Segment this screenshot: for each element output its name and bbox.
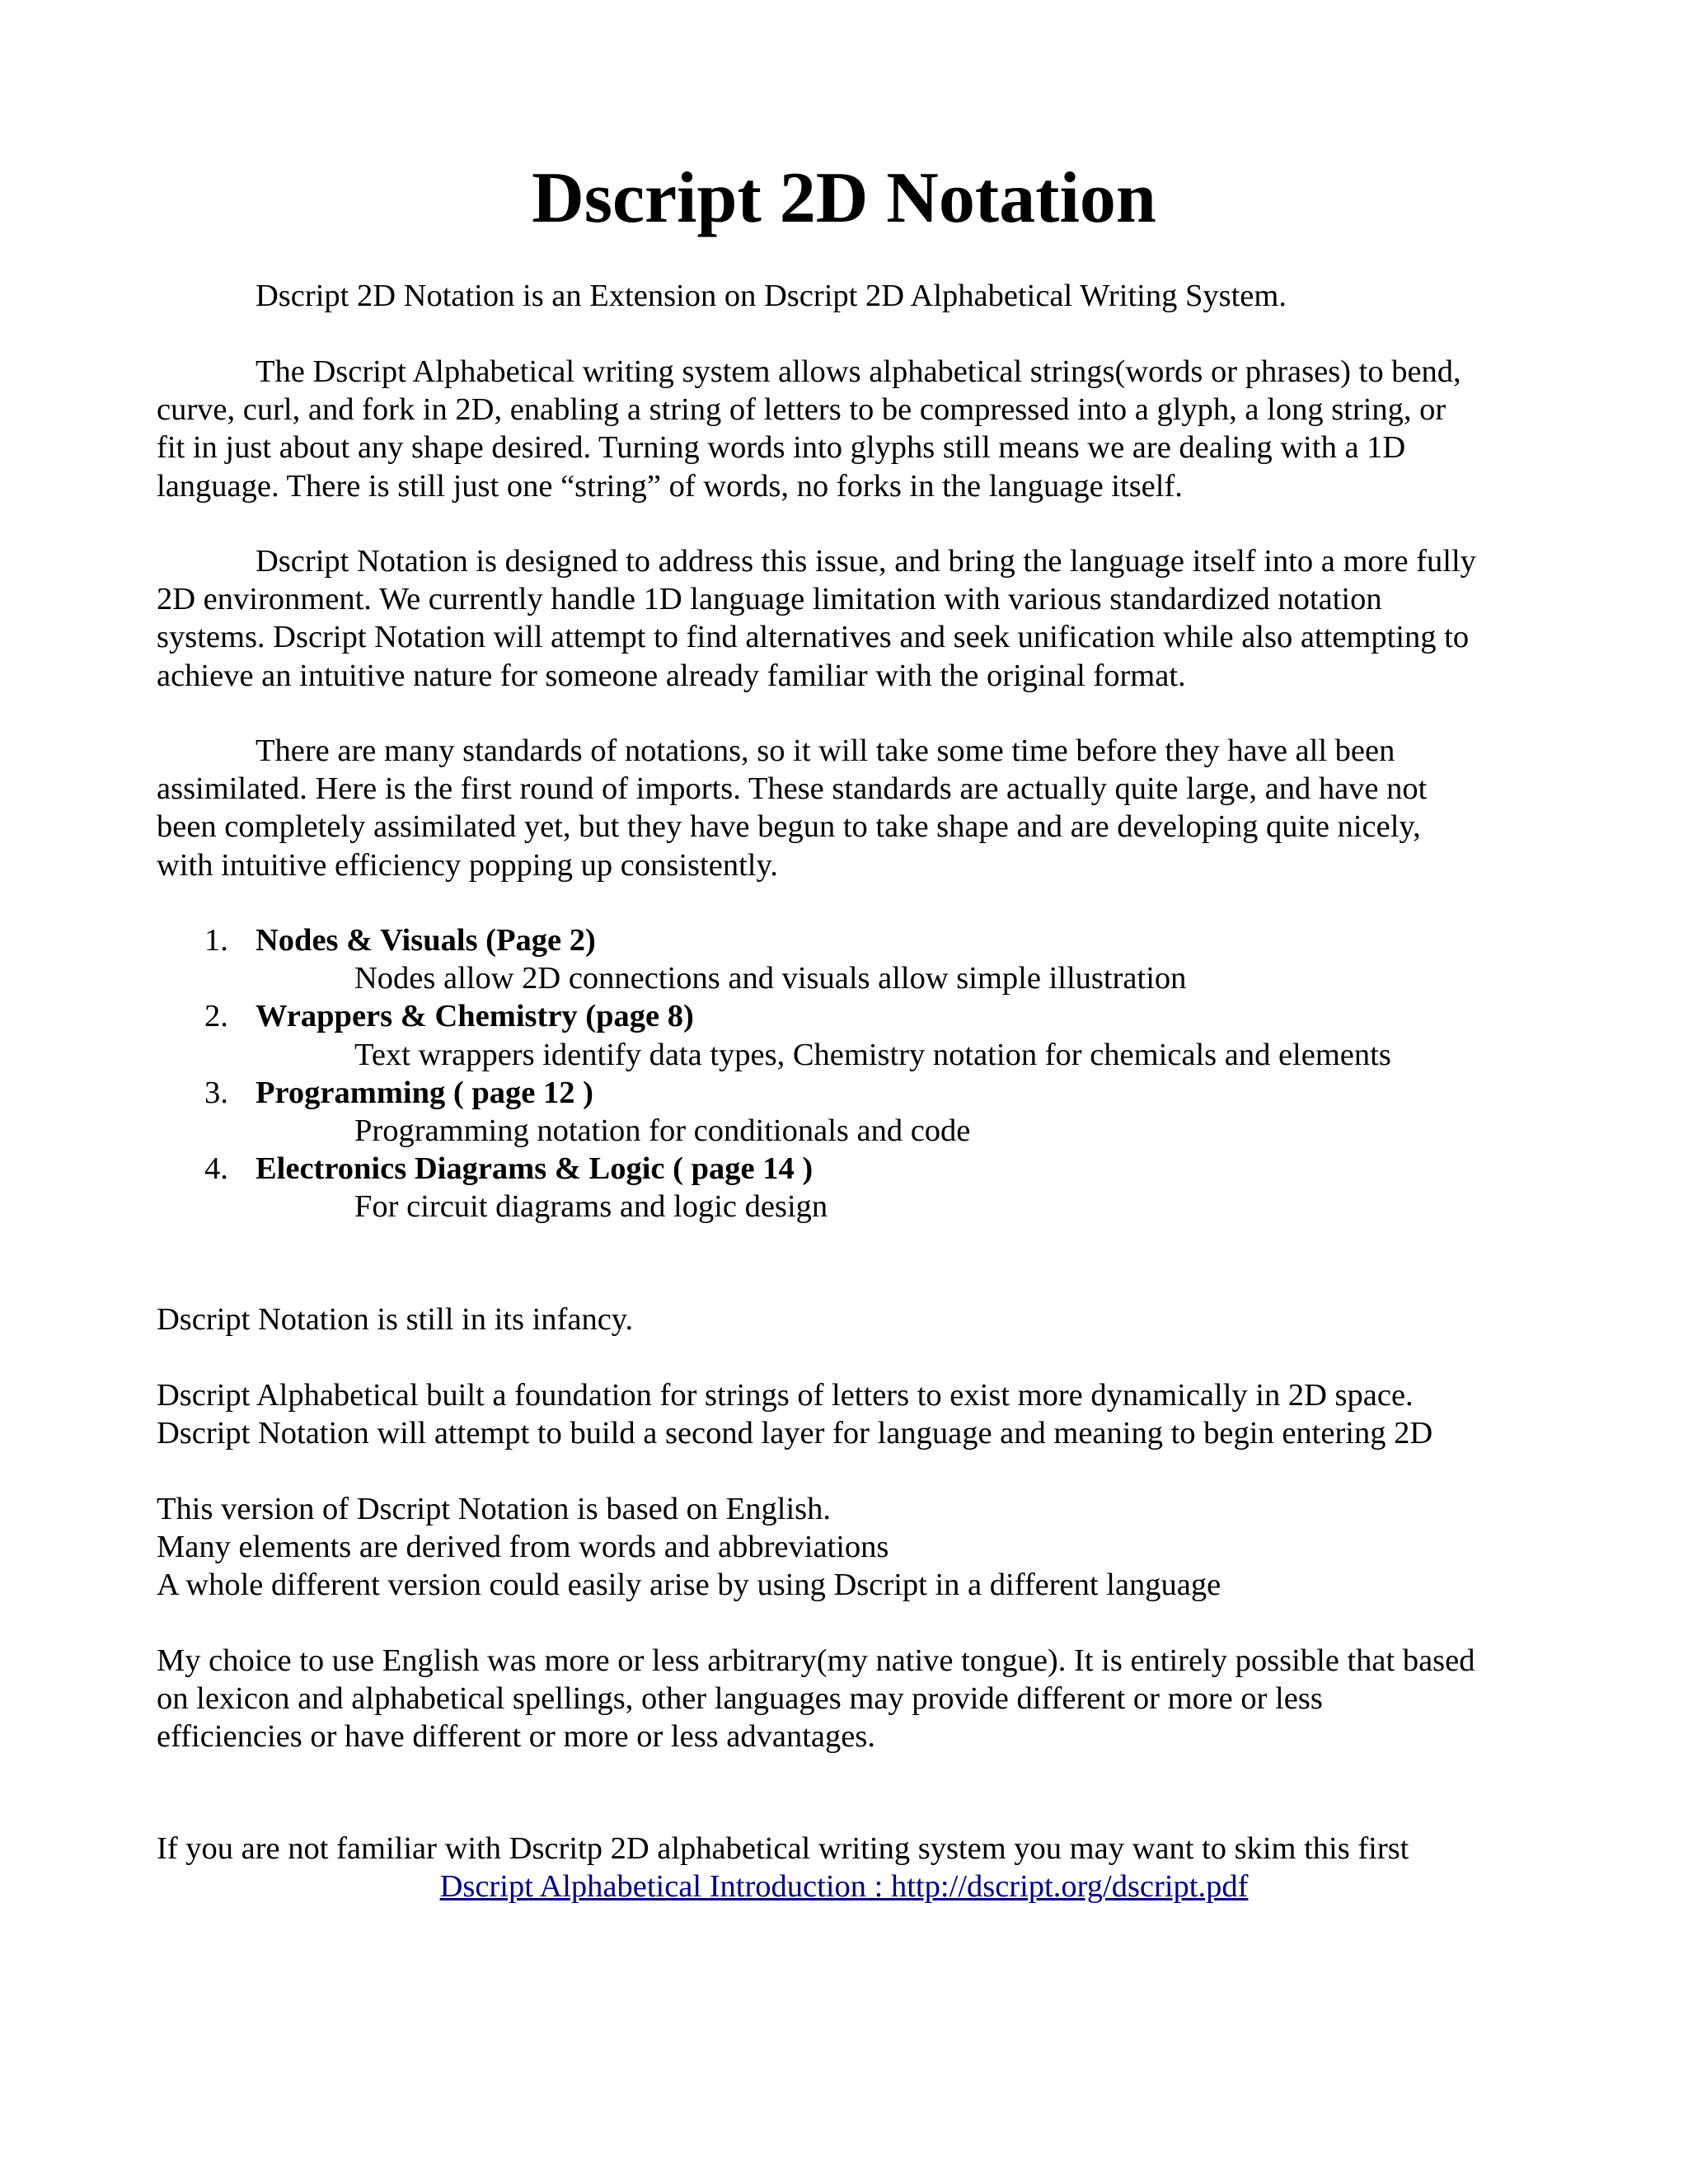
- paragraph-line: language. There is still just one “string” of words, no forks in the language itself.: [157, 468, 1183, 504]
- paragraph-line: on lexicon and alphabetical spellings, other languages may provide different or more or less: [157, 1681, 1323, 1717]
- section-heading: Electronics Diagrams & Logic ( page 14 ): [256, 1151, 814, 1187]
- section-description: For circuit diagrams and logic design: [354, 1189, 828, 1225]
- paragraph-line: fit in just about any shape desired. Turning words into glyphs still means we are dealing with a 1D: [157, 430, 1406, 466]
- paragraph-line: curve, curl, and fork in 2D, enabling a string of letters to be compressed into a glyph, a long string, or: [157, 392, 1447, 428]
- dscript-intro-link[interactable]: Dscript Alphabetical Introduction : http://dscript.org/dscript.pdf: [439, 1869, 1249, 1904]
- list-number: 2.: [204, 999, 228, 1034]
- paragraph-line: Many elements are derived from words and abbreviations: [157, 1530, 889, 1565]
- paragraph-line: Dscript Notation is designed to address this issue, and bring the language itself into a more fully: [256, 544, 1476, 579]
- list-item: [157, 921, 1558, 997]
- paragraph-writing-system: [157, 353, 1558, 505]
- paragraph-line: efficiencies or have different or more or less advantages.: [157, 1719, 875, 1755]
- paragraph-foundation: [157, 1376, 1558, 1452]
- paragraph-line: assimilated. Here is the first round of imports. These standards are actually quite large, and have not: [157, 771, 1428, 807]
- paragraph-line: Dscript Alphabetical built a foundation for strings of letters to exist more dynamically in 2D space.: [157, 1378, 1414, 1413]
- intro-line: Dscript 2D Notation is an Extension on Dscript 2D Alphabetical Writing System.: [256, 279, 1287, 313]
- list-item: [157, 997, 1558, 1073]
- sections-list: [157, 921, 1558, 1226]
- section-description: Text wrappers identify data types, Chemistry notation for chemicals and elements: [354, 1037, 1391, 1072]
- paragraph-english: [157, 1490, 1558, 1605]
- list-number: 4.: [204, 1151, 228, 1187]
- page-title: Dscript 2D Notation: [532, 158, 1156, 238]
- paragraph-line: been completely assimilated yet, but they have begun to take shape and are developing quite nicely,: [157, 809, 1421, 845]
- section-heading: Nodes & Visuals (Page 2): [256, 923, 596, 958]
- list-number: 1.: [204, 923, 228, 958]
- list-item: [157, 1150, 1558, 1226]
- section-heading: Programming ( page 12 ): [256, 1075, 593, 1110]
- paragraph-choice: [157, 1642, 1558, 1756]
- list-item: [157, 1074, 1558, 1150]
- section-description: Programming notation for conditionals and code: [354, 1113, 971, 1149]
- paragraph-line: This version of Dscript Notation is based on English.: [157, 1492, 832, 1526]
- paragraph-infancy: [157, 1301, 1558, 1338]
- paragraph-line: achieve an intuitive nature for someone already familiar with the original format.: [157, 658, 1186, 693]
- paragraph-line: with intuitive efficiency popping up consistently.: [157, 847, 778, 883]
- paragraph-familiar: [157, 1830, 1558, 1868]
- list-number: 3.: [204, 1075, 228, 1110]
- intro-paragraph: [157, 277, 1558, 315]
- paragraph-line: The Dscript Alphabetical writing system allows alphabetical strings(words or phrases) to bend,: [256, 354, 1461, 389]
- paragraph-line: A whole different version could easily arise by using Dscript in a different language: [157, 1568, 1221, 1603]
- paragraph-line: Dscript Notation will attempt to build a second layer for language and meaning to begin entering 2D: [157, 1416, 1433, 1451]
- paragraph-line: systems. Dscript Notation will attempt to find alternatives and seek unification while also attempting to: [157, 620, 1470, 655]
- paragraph-notation-design: [157, 542, 1558, 695]
- paragraph-line: There are many standards of notations, so it will take some time before they have all been: [256, 733, 1395, 768]
- paragraph-standards: [157, 732, 1558, 884]
- paragraph-line: My choice to use English was more or less arbitrary(my native tongue). It is entirely possible that based: [157, 1643, 1475, 1678]
- section-description: Nodes allow 2D connections and visuals allow simple illustration: [354, 961, 1187, 996]
- paragraph-line: If you are not familiar with Dscritp 2D alphabetical writing system you may want to skim this first: [157, 1831, 1409, 1866]
- paragraph-line: Dscript Notation is still in its infancy.: [157, 1302, 634, 1337]
- paragraph-line: 2D environment. We currently handle 1D language limitation with various standardized notation: [157, 582, 1382, 617]
- link-line: [0, 1868, 1688, 1905]
- section-heading: Wrappers & Chemistry (page 8): [256, 999, 694, 1034]
